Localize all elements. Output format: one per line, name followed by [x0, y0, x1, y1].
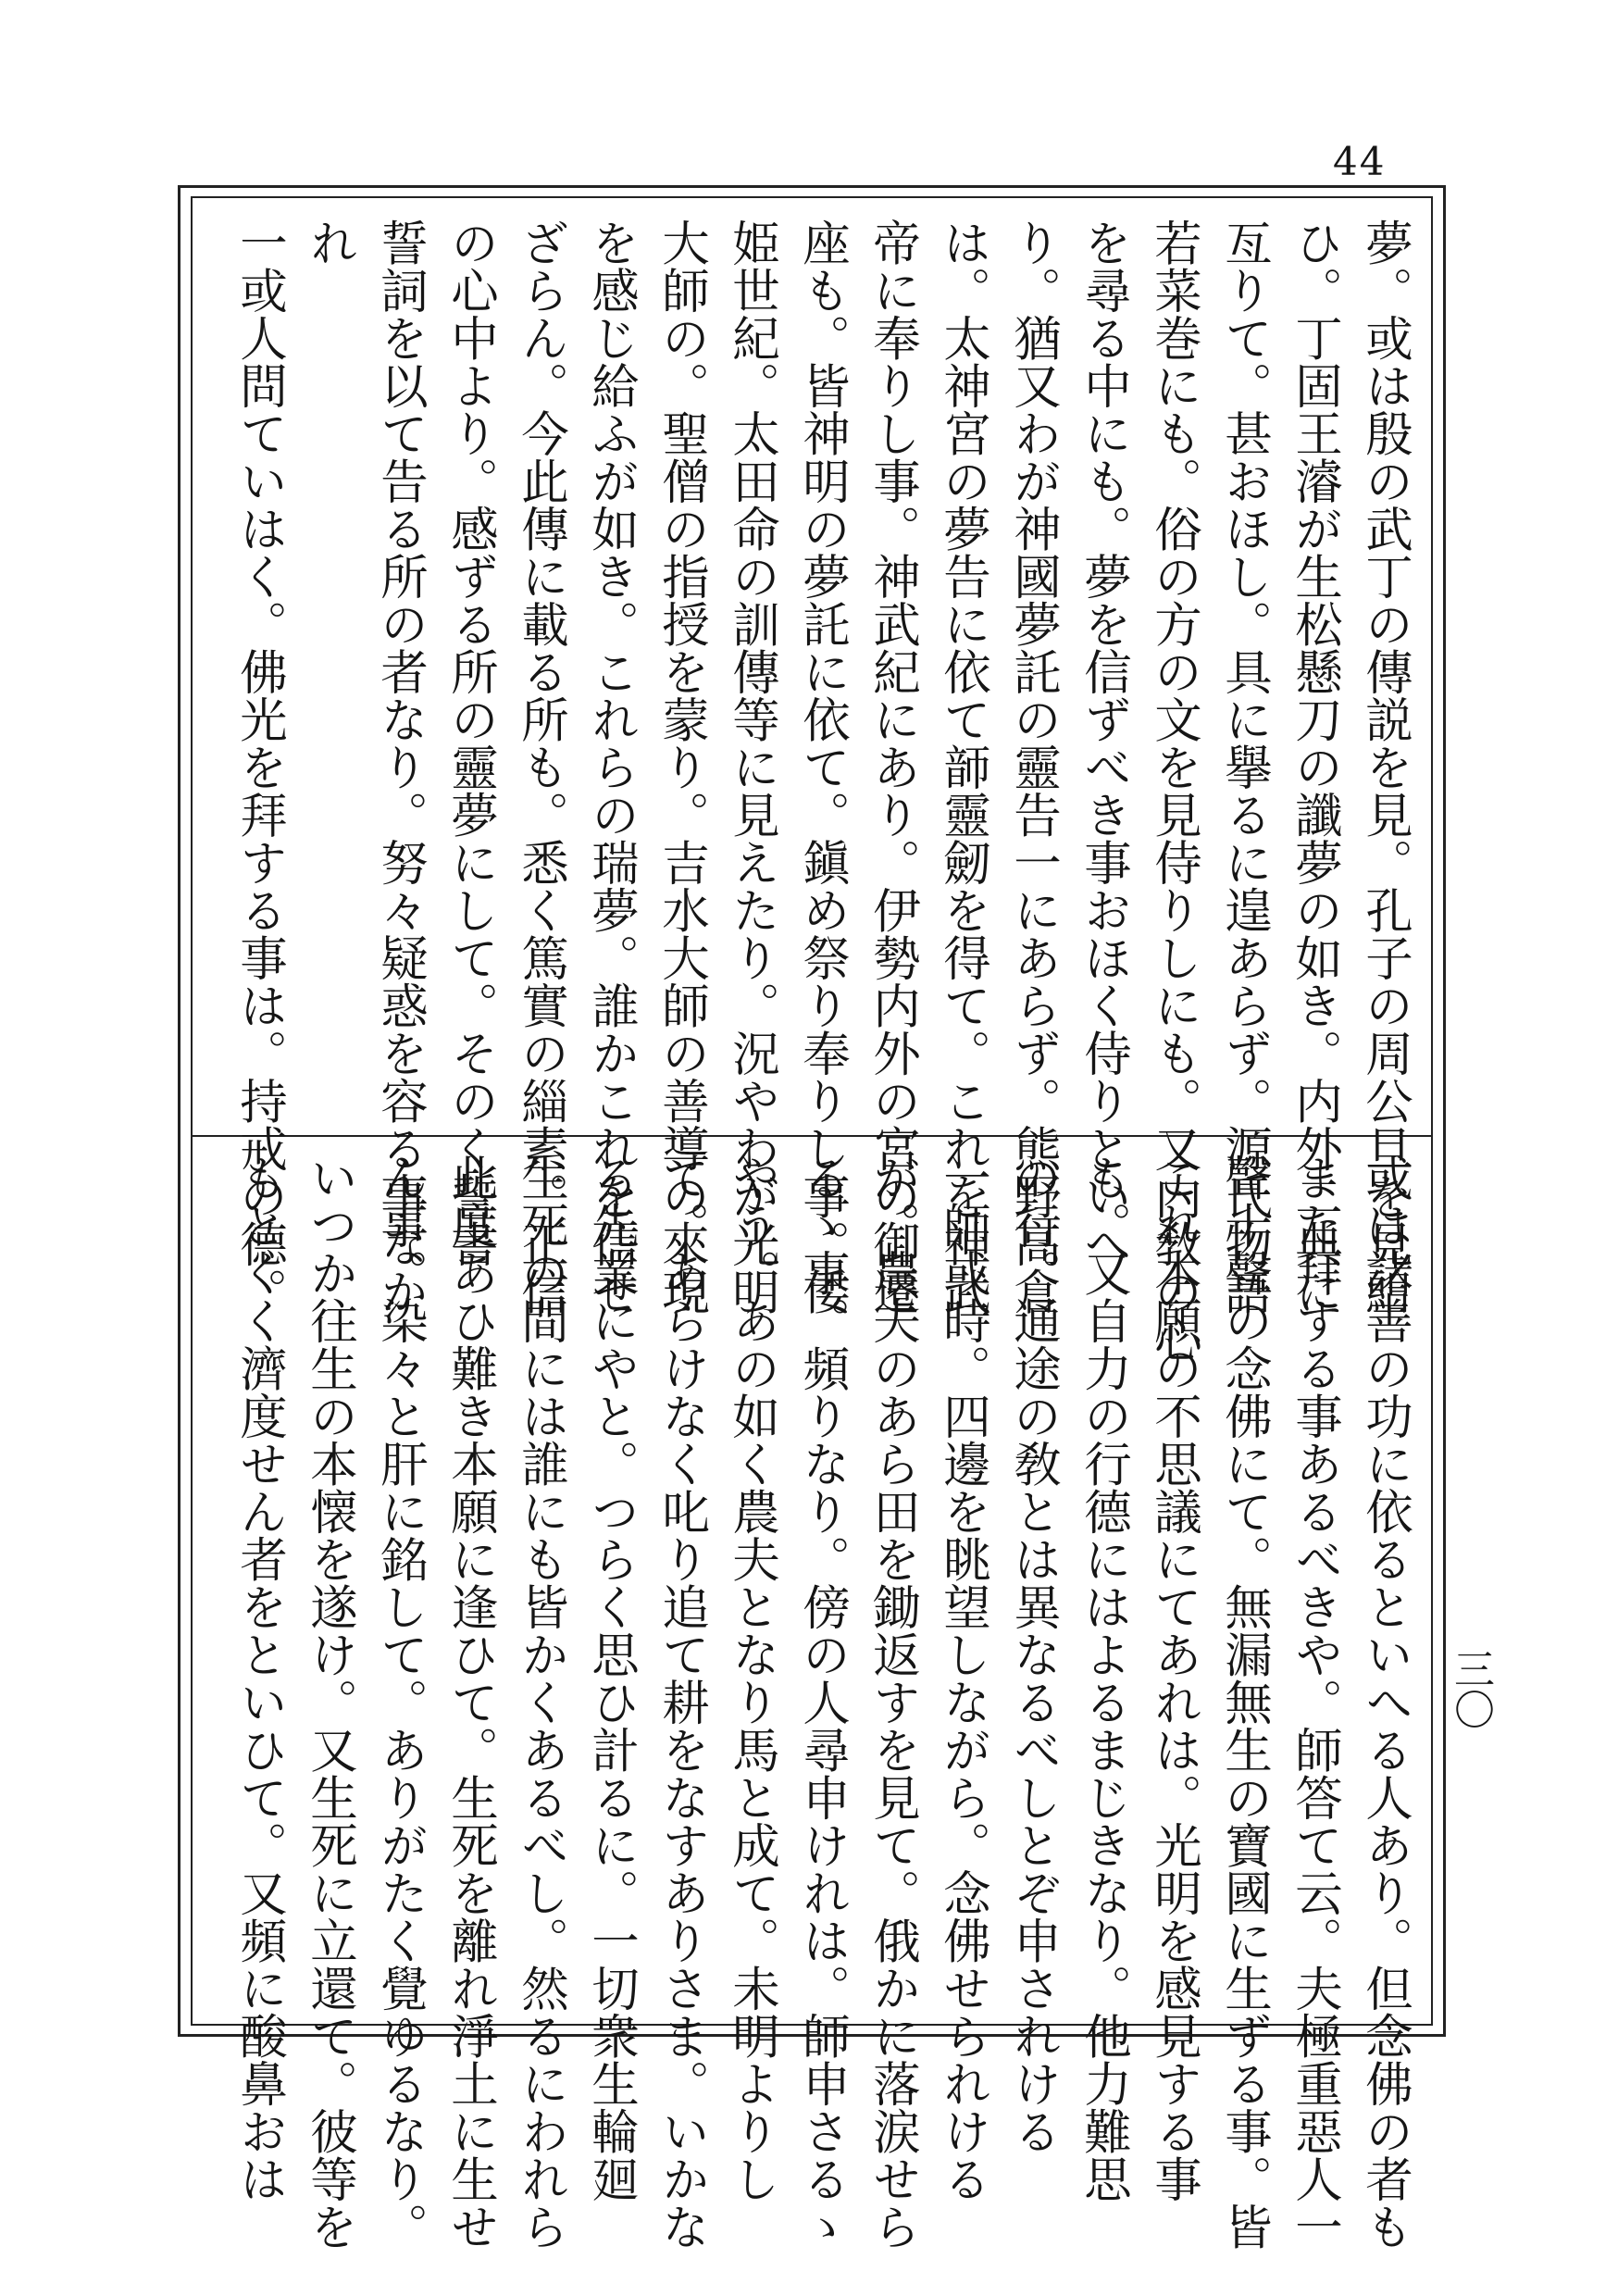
text-column: ざらん。今此傳に載る所も。悉く篤實の緇素。正信 [513, 218, 568, 1316]
text-column: るゝ事。頻りなり。傍の人尋申けれは。師申さるゝ [794, 1154, 850, 2251]
text-column: の行。通途の敎とは異なるべしとぞ申されける [1005, 1154, 1061, 2155]
text-column: 一或人問ていはく。佛光を拜する事は。持戒の德。 [231, 218, 287, 1316]
text-column: 帝に奉りし事。神武紀にあり。伊勢内外の宮の御遷 [865, 218, 920, 1316]
text-column: いつか往生の本懐を遂け。又生死に立還て。彼等を [302, 1154, 357, 2251]
text-column: て。あらけなく叱り追て耕をなすありさま。いかな [653, 1154, 709, 2251]
text-column: を尋る中にも。夢を信ずべき事おほく侍りといへ [1076, 218, 1131, 1267]
text-column: れ [302, 218, 357, 267]
text-column: る先業にやと。つらく思ひ計るに。一切衆生輪廻 [583, 1154, 639, 2202]
text-column: 座も。皆神明の夢託に依て。鎭め祭り奉りし事。倭 [794, 218, 850, 1316]
text-column: は。太神宮の夢告に依て韴靈劒を得て。これを神武 [935, 218, 990, 1316]
text-column: 姫世紀。太田命の訓傳等に見えたり。況やわが光明 [724, 218, 779, 1316]
text-column: これ本願の不思議にてあれは。光明を感見する事 [1146, 1154, 1201, 2202]
folio-number: 三〇 [1447, 1648, 1494, 1729]
text-column: ん事。染々と肝に銘して。ありがたく覺ゆるなり。 [372, 1154, 428, 2251]
text-column: り。猶又わが神國夢託の靈告一にあらず。熊野高倉 [1005, 218, 1061, 1316]
text-column: ひ。丁固王濬が生松懸刀の讖夢の如き。内外二典に [1287, 218, 1342, 1316]
text-column: も。又自力の行德にはよるまじきなり。他力難思 [1076, 1154, 1131, 2202]
text-column: が。農夫のあら田を鋤返すを見て。俄かに落涙せら [865, 1154, 920, 2251]
text-column: 此度あひ難き本願に逢ひて。生死を離れ淨土に生せ [442, 1154, 498, 2251]
text-column: 夢。或は殷の武丁の傳説を見。孔子の周公旦を見給 [1357, 218, 1413, 1316]
text-column: 一師或時。四邊を眺望しながら。念佛せられける [935, 1154, 990, 2202]
text-column: の心中より。感ずる所の靈夢にして。そのく誓書 [442, 218, 498, 1267]
text-column: 大師の。聖僧の指授を蒙り。吉水大師の善導の來現 [653, 218, 709, 1316]
text-column: もとくく濟度せん者をといひて。又頻に酸鼻おは [231, 1154, 287, 2202]
text-column: 聲十聲の念佛にて。無漏無生の寶國に生ずる事。皆 [1216, 1154, 1272, 2251]
text-column: 若菜巻にも。俗の方の文を見侍りしにも。又内敎の心 [1146, 218, 1201, 1363]
page-number: 44 [1333, 139, 1387, 184]
text-column: 亙りて。甚おほし。具に擧るに遑あらず。源氏物語 [1216, 218, 1272, 1316]
text-column: 或は諸善の功に依るといへる人あり。但念佛の者も [1357, 1154, 1413, 2251]
text-column: 誓詞を以て告る所の者なり。努々疑惑を容る事なか [372, 218, 428, 1316]
text-column: 生死の間には誰にも皆かくあるべし。然るにわれら [513, 1154, 568, 2251]
text-column: また拜する事あるべきや。師答て云。夫極重惡人一 [1287, 1154, 1342, 2251]
text-column: を感じ給ふが如き。これらの瑞夢。誰かこれを信せ [583, 218, 639, 1316]
text-column: やう。あの如く農夫となり馬と成て。未明よりし [724, 1154, 779, 2202]
